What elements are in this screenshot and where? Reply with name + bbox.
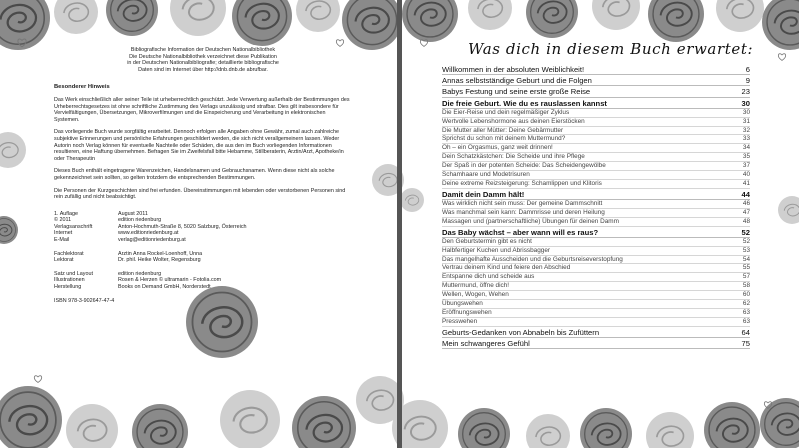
toc-entry	[442, 162, 750, 171]
notice-heading: Besonderer Hinweis	[54, 84, 110, 91]
toc-entry-title: Entspanne dich und scheide aus	[442, 273, 535, 281]
toc-entry-title: Die Mutter aller Mütter: Deine Gebärmutter	[442, 126, 564, 134]
toc-entry	[442, 300, 750, 309]
detail-value: verlag@editionriedenburg.at	[118, 237, 186, 244]
toc-entry-title: Deine extreme Reizsteigerung: Schamlippen und Klitoris	[442, 179, 602, 187]
toc-page-number: 31	[742, 117, 750, 125]
toc-entry-title: Geburts-Gedanken von Abnabeln bis Zufüttern	[442, 327, 600, 337]
toc-entry	[442, 318, 750, 327]
detail-key: 1. Auflage	[54, 210, 78, 217]
table-of-contents	[442, 64, 750, 349]
toc-entry-title: Dein Schatzkästchen: Die Scheide und ihre Pflege	[442, 153, 585, 161]
toc-entry	[442, 247, 750, 256]
toc-entry	[442, 153, 750, 162]
detail-value: edition riedenburg	[118, 270, 162, 277]
detail-row	[54, 237, 352, 244]
detail-key: Internet	[54, 230, 73, 237]
toc-entry	[442, 282, 750, 291]
toc-entry-title: Muttermund, öffne dich!	[442, 282, 510, 290]
notice-paragraph: Dieses Buch enthält eingetragene Warenzeichen, Handelsnamen und Gebrauchsnamen. Wenn diese nicht als solche gekennzeichnet sein sollten, so gelten trotzdem die entsprechenden Bestimmungen.	[54, 168, 335, 181]
toc-entry-title: Mein schwangeres Gefühl	[442, 338, 530, 348]
page-title: Was dich in diesem Buch erwartet:	[468, 40, 754, 58]
toc-entry	[442, 75, 750, 86]
toc-page-number: 52	[741, 227, 750, 237]
toc-page-number: 47	[742, 208, 750, 216]
toc-page-number: 37	[742, 162, 750, 170]
toc-entry	[442, 264, 750, 273]
toc-entry-title: Die Eier-Reise und dein regelmäßiger Zyklus	[442, 108, 570, 116]
toc-entry	[442, 127, 750, 136]
toc-entry-title: Schamhaare und Modetrisuren	[442, 170, 530, 178]
toc-entry-title: Wertvolle Lebenshormone aus deinen Eierstöcken	[442, 117, 585, 125]
toc-entry-title: Was wirklich nicht sein muss: Der gemeine Dammschnitt	[442, 199, 603, 207]
detail-value: Anton-Hochmuth-Straße 8, 5020 Salzburg, Österreich	[118, 223, 247, 230]
toc-page-number: 40	[742, 170, 750, 178]
toc-entry-title: Babys Festung und seine erste große Reise	[442, 87, 591, 97]
toc-entry	[442, 200, 750, 209]
detail-value: Books on Demand GmbH, Norderstedt	[118, 284, 211, 291]
toc-entry	[442, 338, 750, 349]
toc-page-number: 9	[745, 76, 750, 86]
toc-entry	[442, 135, 750, 144]
toc-page-number: 58	[742, 282, 750, 290]
toc-page-number: 54	[742, 255, 750, 263]
toc-entry	[442, 218, 750, 227]
toc-page-number: 23	[741, 87, 750, 97]
toc-page-number: 60	[742, 291, 750, 299]
detail-row	[54, 277, 352, 284]
toc-page-number: 46	[742, 199, 750, 207]
toc-entry	[442, 309, 750, 318]
toc-entry-title: Wellen, Wogen, Wehen	[442, 291, 509, 299]
publication-details	[54, 211, 352, 291]
isbn: ISBN 978-3-902647-47-4	[54, 297, 115, 304]
toc-entry-title: Halbfertiger Kuchen und Abrissbagger	[442, 246, 550, 254]
detail-key: E-Mail	[54, 237, 70, 244]
detail-key: Fachlektorat	[54, 250, 84, 257]
toc-page-number: 63	[742, 317, 750, 325]
toc-page-number: 57	[742, 273, 750, 281]
detail-value: Rosen & Herzen © ultramarin - Fotolia.com	[118, 277, 222, 284]
toc-entry	[442, 327, 750, 338]
detail-key: Verlagsanschrift	[54, 223, 93, 230]
toc-entry	[442, 189, 750, 200]
toc-entry-title: Annas selbstständige Geburt und die Folgen	[442, 76, 592, 86]
detail-row	[54, 217, 352, 224]
toc-entry	[442, 291, 750, 300]
biblio-line: Daten sind im Internet über http://dnb.dnb.de abrufbar.	[138, 66, 268, 73]
toc-page-number: 44	[741, 189, 750, 199]
toc-page-number: 48	[742, 217, 750, 225]
detail-row	[54, 284, 352, 291]
detail-row	[54, 211, 352, 218]
toc-page-number: 34	[742, 144, 750, 152]
toc-entry-title: Massagen und (partnerschaftliche) Übungen für deinen Damm	[442, 217, 619, 225]
toc-page-number: 35	[742, 153, 750, 161]
detail-value: Arztin Anna Rockel-Loenhoff, Unna	[118, 250, 203, 257]
toc-entry	[442, 171, 750, 180]
biblio-line: Bibliografische Information der Deutschen Nationalbibliothek	[130, 47, 276, 53]
toc-page-number: 30	[742, 108, 750, 116]
detail-row	[54, 251, 352, 258]
toc-entry	[442, 256, 750, 265]
toc-page-number: 33	[742, 135, 750, 143]
imprint-text-block	[54, 47, 352, 304]
toc-page-number: 55	[742, 264, 750, 272]
detail-row	[54, 230, 352, 237]
toc-entry	[442, 227, 750, 238]
notice-paragraph: Das vorliegende Buch wurde sorgfältig erarbeitet. Dennoch erfolgen alle Angaben ohne Gewähr, zumal auch zahlreiche subjektive Erinnerungen und persönliche Erfahrungen geschildert werden, die sich nicht verallgemeinern lassen. Weder Autorin noch Verlag können für eventuelle Nachteile oder Schäden, die aus den im Buch vorliegenden Informationen resultieren, eine Haftung übernehmen. Befragen Sie im Zweifelsfall bitte Hebamme, Stillberaterin, Arztin/Arzt, Apotheke/in oder Therapeutin	[54, 129, 344, 162]
toc-entry-title: Sprichst du schon mit deinem Muttermund?	[442, 135, 566, 143]
toc-page-number: 30	[741, 98, 750, 108]
toc-page-number: 63	[742, 308, 750, 316]
toc-page-number: 41	[742, 179, 750, 187]
toc-entry-title: Vertrau deinem Kind und feiere den Abschied	[442, 264, 571, 272]
toc-page-number: 6	[745, 65, 750, 74]
toc-entry	[442, 118, 750, 127]
toc-entry-title: Das mangelhafte Ausscheiden und die Geburtsreiseverstopfung	[442, 255, 623, 263]
detail-key: Satz und Layout	[54, 270, 93, 277]
toc-entry-title: Der Spaß in der potenten Scheide: Das Scheidengewölbe	[442, 162, 606, 170]
toc-entry	[442, 238, 750, 247]
biblio-line: in der Deutschen Nationalbibliografie; detaillierte bibliografische	[127, 60, 279, 67]
toc-entry-title: Eröffnungswehen	[442, 308, 492, 316]
toc-entry	[442, 180, 750, 189]
toc-entry	[442, 98, 750, 109]
toc-entry-title: Das Baby wächst – aber wann will es raus?	[442, 227, 599, 237]
detail-value: Dr. phil. Heike Wolter, Regensburg	[118, 257, 201, 264]
toc-entry-title: Was manchmal sein kann: Dammrisse und deren Heilung	[442, 208, 605, 216]
toc-page-number: 32	[742, 126, 750, 134]
detail-row	[54, 257, 352, 264]
toc-entry-title: Die freie Geburt. Wie du es rauslassen kannst	[442, 98, 607, 108]
detail-value: edition riedenburg	[118, 217, 162, 224]
detail-value: August 2011	[118, 210, 148, 217]
toc-entry	[442, 64, 750, 75]
detail-key: Illustrationen	[54, 277, 85, 284]
toc-entry	[442, 86, 750, 97]
toc-entry-title: Willkommen in der absoluten Weiblichkeit!	[442, 65, 585, 74]
detail-key: Lektorat	[54, 257, 74, 264]
toc-page-number: 62	[742, 300, 750, 308]
notice-paragraph: Die Personen der Kurzgeschichten sind frei erfunden. Übereinstimmungen mit lebenden oder verstorbenen Personen sind rein zufällig und nicht beabsichtigt.	[54, 187, 346, 201]
toc-entry-title: Damit dein Damm hält!	[442, 189, 525, 199]
toc-entry-title: Presswehen	[442, 317, 478, 325]
detail-key: © 2011	[54, 217, 72, 224]
detail-row	[54, 224, 352, 231]
toc-entry	[442, 209, 750, 218]
toc-page-number: 64	[741, 327, 750, 337]
detail-key: Herstellung	[54, 284, 82, 291]
toc-entry	[442, 144, 750, 153]
biblio-line: Die Deutsche Nationalbibliothek verzeichnet diese Publikation	[129, 53, 277, 60]
toc-entry	[442, 109, 750, 118]
toc-page-number: 53	[742, 246, 750, 254]
bibliographic-info	[54, 47, 352, 73]
toc-page-number: 52	[742, 237, 750, 245]
notice-paragraph: Das Werk einschließlich aller seiner Teile ist urheberrechtlich geschützt. Jede Verwertung außerhalb der Bestimmungen des Urheberrechtsgesetzes ist ohne schriftliche Zustimmung des Verlags unzulässig und strafbar. Dies gilt insbesondere für Vervielfältigungen, Übersetzungen, Mikroverfilmungen und die Einspeicherung und Verarbeitung in elektronischen Systemen.	[54, 96, 350, 123]
detail-value: www.editionriedenburg.at	[118, 230, 179, 237]
toc-page-number: 75	[741, 338, 750, 348]
toc-entry	[442, 273, 750, 282]
toc-entry-title: Den Geburtstermin gibt es nicht	[442, 237, 532, 245]
toc-entry-title: Oh – ein Orgasmus, ganz weit drinnen!	[442, 144, 553, 152]
toc-entry-title: Übungswehen	[442, 300, 483, 308]
